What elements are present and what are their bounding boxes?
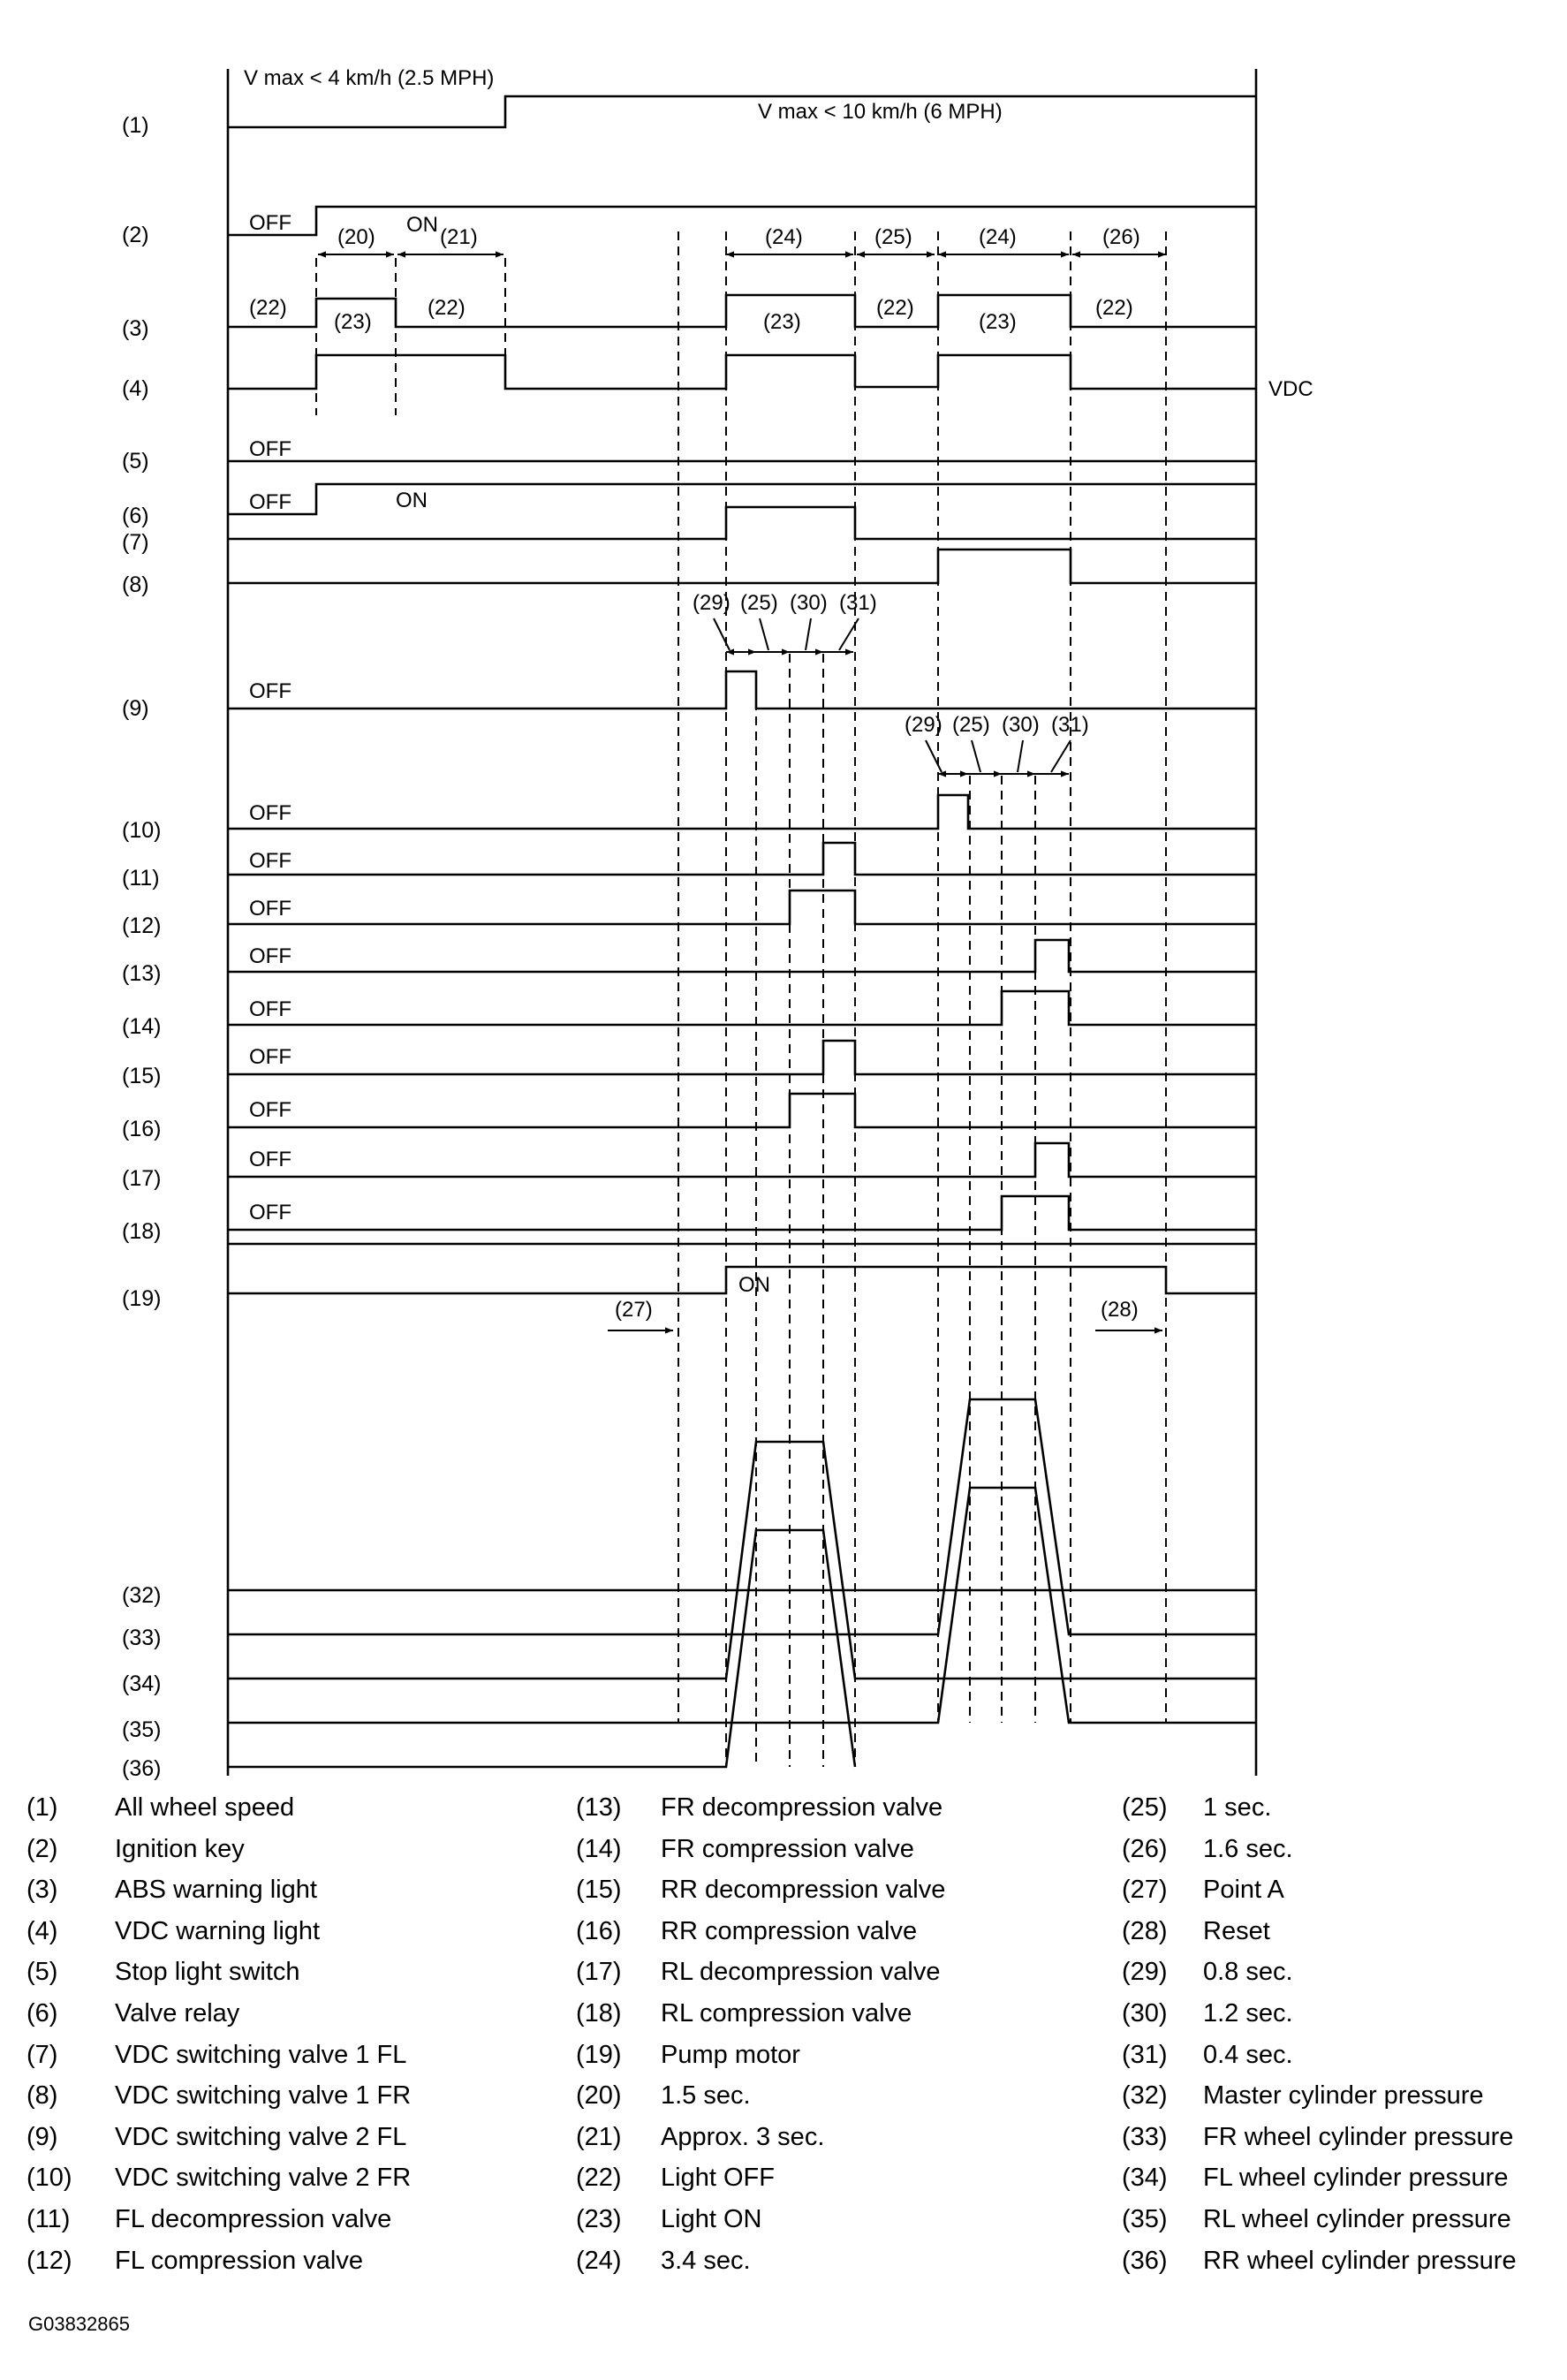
marker-20: (20) <box>337 225 375 249</box>
legend-num: (35) <box>1122 2204 1168 2233</box>
legend-text: RL decompression valve <box>661 1958 941 1987</box>
legend-text: FR decompression valve <box>661 1793 943 1822</box>
fr-decompression-trace <box>228 940 1256 972</box>
legend-num: (25) <box>1122 1793 1168 1822</box>
row-label-11: (11) <box>122 866 160 891</box>
row-label-10: (10) <box>122 818 162 843</box>
legend-text: RR decompression valve <box>661 1876 946 1905</box>
row-label-2: (2) <box>122 223 149 247</box>
rl-comp-off-text: OFF <box>249 1201 291 1224</box>
row-label-9: (9) <box>122 696 149 721</box>
legend-text: FR compression valve <box>661 1834 914 1863</box>
switching-valve-1-fl-trace <box>228 507 1256 539</box>
legend-num: (36) <box>1122 2246 1168 2275</box>
signal-fl-decompression-valve <box>228 843 1256 875</box>
legend-num: (7) <box>26 2040 58 2069</box>
rl-compression-trace <box>228 1196 1256 1230</box>
row-label-14: (14) <box>122 1014 162 1039</box>
row-label-6: (6) <box>122 504 149 528</box>
marker-27: (27) <box>615 1298 653 1322</box>
marker-31-b: (31) <box>1051 713 1089 737</box>
legend-text: Master cylinder pressure <box>1203 2081 1484 2111</box>
row-label-5: (5) <box>122 449 149 474</box>
speed-low-text: V max < 4 km/h (2.5 MPH) <box>244 66 495 90</box>
switching-valve-2-fr-trace <box>228 795 1256 829</box>
vdc-light-trace <box>228 355 1256 389</box>
vdc-text: VDC <box>1268 377 1313 401</box>
legend-text: RR wheel cylinder pressure <box>1203 2246 1517 2275</box>
rl-wheel-pressure-trace <box>228 1488 1256 1723</box>
legend-num: (13) <box>576 1793 622 1822</box>
ignition-off-text: OFF <box>249 211 291 235</box>
wheel-speed-trace <box>228 96 1256 127</box>
marker-21: (21) <box>440 225 478 249</box>
marker-25-b: (25) <box>952 713 990 737</box>
row-label-4: (4) <box>122 376 149 401</box>
legend-num: (23) <box>576 2204 622 2233</box>
signal-vdc-warning-light <box>228 355 1313 401</box>
fl-decomp-off-text: OFF <box>249 849 291 873</box>
row-label-36: (36) <box>122 1756 162 1781</box>
valve2fr-off-text: OFF <box>249 801 291 825</box>
legend-text: 0.4 sec. <box>1203 2040 1293 2069</box>
marker-22-b: (22) <box>428 296 466 320</box>
legend-text: 3.4 sec. <box>661 2246 751 2275</box>
marker-25-top: (25) <box>874 225 912 249</box>
legend-text: VDC warning light <box>115 1916 321 1945</box>
legend-num: (8) <box>26 2081 58 2111</box>
legend-text: Ignition key <box>115 1834 245 1863</box>
legend-text: RL compression valve <box>661 1998 912 2028</box>
fl-comp-off-text: OFF <box>249 897 291 921</box>
marker-24-second: (24) <box>979 225 1017 249</box>
legend-num: (32) <box>1122 2081 1168 2111</box>
legend-text: 1.6 sec. <box>1203 1834 1293 1863</box>
rl-decompression-trace <box>228 1143 1256 1177</box>
leader-29-a <box>714 618 730 650</box>
row-label-8: (8) <box>122 572 149 597</box>
signal-ignition-key <box>228 207 1256 254</box>
legend-num: (27) <box>1122 1876 1168 1905</box>
legend-text: FR wheel cylinder pressure <box>1203 2122 1514 2151</box>
row-label-12: (12) <box>122 913 162 938</box>
legend-num: (4) <box>26 1916 58 1945</box>
legend-num: (22) <box>576 2164 622 2193</box>
legend-text: 1.5 sec. <box>661 2081 751 2111</box>
legend-text: VDC switching valve 2 FL <box>115 2122 407 2151</box>
marker-23-c: (23) <box>979 310 1017 334</box>
row-labels <box>122 113 161 1781</box>
legend-num: (24) <box>576 2246 622 2275</box>
legend-text: 0.8 sec. <box>1203 1958 1293 1987</box>
rr-comp-off-text: OFF <box>249 1098 291 1122</box>
marker-22-c: (22) <box>876 296 914 320</box>
legend-text: VDC switching valve 1 FL <box>115 2040 407 2069</box>
legend-text: 1 sec. <box>1203 1793 1272 1822</box>
fl-compression-trace <box>228 891 1256 924</box>
relay-on-text: ON <box>396 489 428 512</box>
signal-fl-compression-valve <box>228 891 1256 924</box>
legend-num: (31) <box>1122 2040 1168 2069</box>
switching-valve-1-fr-trace <box>228 550 1256 583</box>
legend-text: FL decompression valve <box>115 2204 392 2233</box>
signal-fr-compression-valve <box>228 991 1256 1025</box>
legend-num: (34) <box>1122 2164 1168 2193</box>
row-label-34: (34) <box>122 1671 162 1696</box>
marker-23-b: (23) <box>763 310 801 334</box>
row-label-1: (1) <box>122 113 149 138</box>
row-label-13: (13) <box>122 961 162 986</box>
relay-off-text: OFF <box>249 490 291 514</box>
leader-30-a <box>806 618 811 650</box>
legend <box>0 1793 1567 2341</box>
signal-switching-valve-2-fl <box>228 591 1256 709</box>
marker-30-b: (30) <box>1002 713 1040 737</box>
legend-text: Light ON <box>661 2204 762 2233</box>
stop-off-text: OFF <box>249 437 291 461</box>
legend-num: (6) <box>26 1998 58 2028</box>
row-label-35: (35) <box>122 1717 162 1742</box>
legend-text: RR compression valve <box>661 1916 918 1945</box>
legend-num: (15) <box>576 1876 622 1905</box>
legend-num: (16) <box>576 1916 622 1945</box>
leader-30-b <box>1018 740 1023 772</box>
rr-decomp-off-text: OFF <box>249 1045 291 1069</box>
row-label-15: (15) <box>122 1064 162 1088</box>
legend-num: (18) <box>576 1998 622 2028</box>
legend-num: (11) <box>26 2204 71 2233</box>
legend-text: Point A <box>1203 1876 1284 1905</box>
legend-num: (10) <box>26 2164 72 2193</box>
row-label-32: (32) <box>122 1583 162 1608</box>
marker-24-first: (24) <box>765 225 803 249</box>
marker-25-a: (25) <box>740 591 778 615</box>
fr-comp-off-text: OFF <box>249 997 291 1021</box>
legend-num: (30) <box>1122 1998 1168 2028</box>
legend-text: Stop light switch <box>115 1958 300 1987</box>
marker-22-a: (22) <box>249 296 287 320</box>
row-label-16: (16) <box>122 1117 162 1141</box>
rr-compression-trace <box>228 1094 1256 1127</box>
row-label-33: (33) <box>122 1626 162 1650</box>
fr-decomp-off-text: OFF <box>249 944 291 968</box>
marker-30-a: (30) <box>790 591 828 615</box>
speed-high-text: V max < 10 km/h (6 MPH) <box>758 100 1003 124</box>
signal-rl-compression-valve <box>228 1196 1256 1230</box>
legend-text: 1.2 sec. <box>1203 1998 1293 2028</box>
signal-rr-decompression-valve <box>228 1041 1256 1074</box>
row-label-19: (19) <box>122 1286 162 1311</box>
signal-abs-warning-light <box>228 295 1256 334</box>
leader-25-b <box>972 740 980 772</box>
legend-text: VDC switching valve 1 FR <box>115 2081 412 2111</box>
ignition-on-text: ON <box>406 213 438 237</box>
marker-28: (28) <box>1101 1298 1139 1322</box>
signal-switching-valve-2-fr <box>228 713 1256 829</box>
legend-num: (2) <box>26 1834 58 1863</box>
valve2fl-off-text: OFF <box>249 679 291 703</box>
rr-wheel-pressure-trace <box>228 1530 855 1767</box>
legend-num: (26) <box>1122 1834 1168 1863</box>
legend-num: (3) <box>26 1876 58 1905</box>
marker-22-d: (22) <box>1095 296 1133 320</box>
legend-num: (19) <box>576 2040 622 2069</box>
signal-stop-light-switch <box>228 437 1256 461</box>
row-label-17: (17) <box>122 1166 162 1191</box>
legend-num: (20) <box>576 2081 622 2111</box>
marker-29-b: (29) <box>905 713 942 737</box>
legend-num: (17) <box>576 1958 622 1987</box>
legend-num: (33) <box>1122 2122 1168 2151</box>
legend-text: Light OFF <box>661 2164 775 2193</box>
leader-25-a <box>760 618 768 650</box>
legend-num: (1) <box>26 1793 58 1822</box>
rr-decompression-trace <box>228 1041 1256 1074</box>
signal-wheel-speed <box>228 66 1256 127</box>
legend-num: (9) <box>26 2122 58 2151</box>
legend-text: ABS warning light <box>115 1876 317 1905</box>
legend-num: (12) <box>26 2246 72 2275</box>
legend-text: Valve relay <box>115 1998 240 2028</box>
row-label-18: (18) <box>122 1219 162 1244</box>
pressure-traces <box>228 1399 1256 1767</box>
legend-text: FL compression valve <box>115 2246 363 2275</box>
legend-num: (14) <box>576 1834 622 1863</box>
rl-decomp-off-text: OFF <box>249 1148 291 1171</box>
switching-valve-2-fl-trace <box>228 671 1256 709</box>
marker-23-a: (23) <box>334 310 372 334</box>
legend-text: VDC switching valve 2 FR <box>115 2164 412 2193</box>
fr-compression-trace <box>228 991 1256 1025</box>
signal-pump-motor <box>228 1244 1256 1330</box>
signal-rr-compression-valve <box>228 1094 1256 1127</box>
legend-text: RL wheel cylinder pressure <box>1203 2204 1511 2233</box>
fl-decompression-trace <box>228 843 1256 875</box>
fr-wheel-pressure-trace <box>228 1399 1256 1634</box>
legend-text: Pump motor <box>661 2040 800 2069</box>
signal-valve-relay <box>228 484 1256 514</box>
legend-num: (29) <box>1122 1958 1168 1987</box>
figure-code: G03832865 <box>28 2313 130 2335</box>
legend-text: FL wheel cylinder pressure <box>1203 2164 1509 2193</box>
leader-29-b <box>926 740 942 772</box>
legend-text: All wheel speed <box>115 1793 295 1822</box>
legend-num: (28) <box>1122 1916 1168 1945</box>
row-label-3: (3) <box>122 316 149 341</box>
signal-fr-decompression-valve <box>228 940 1256 972</box>
legend-text: Approx. 3 sec. <box>661 2122 825 2151</box>
valve-relay-trace <box>228 484 1256 514</box>
marker-29-a: (29) <box>693 591 731 615</box>
legend-num: (5) <box>26 1958 58 1987</box>
legend-num: (21) <box>576 2122 622 2151</box>
legend-text: Reset <box>1203 1916 1270 1945</box>
signal-rl-decompression-valve <box>228 1143 1256 1177</box>
leader-31-b <box>1051 740 1071 772</box>
row-label-7: (7) <box>122 530 149 555</box>
marker-26: (26) <box>1102 225 1140 249</box>
marker-31-a: (31) <box>839 591 877 615</box>
pump-on-text: ON <box>738 1273 770 1297</box>
